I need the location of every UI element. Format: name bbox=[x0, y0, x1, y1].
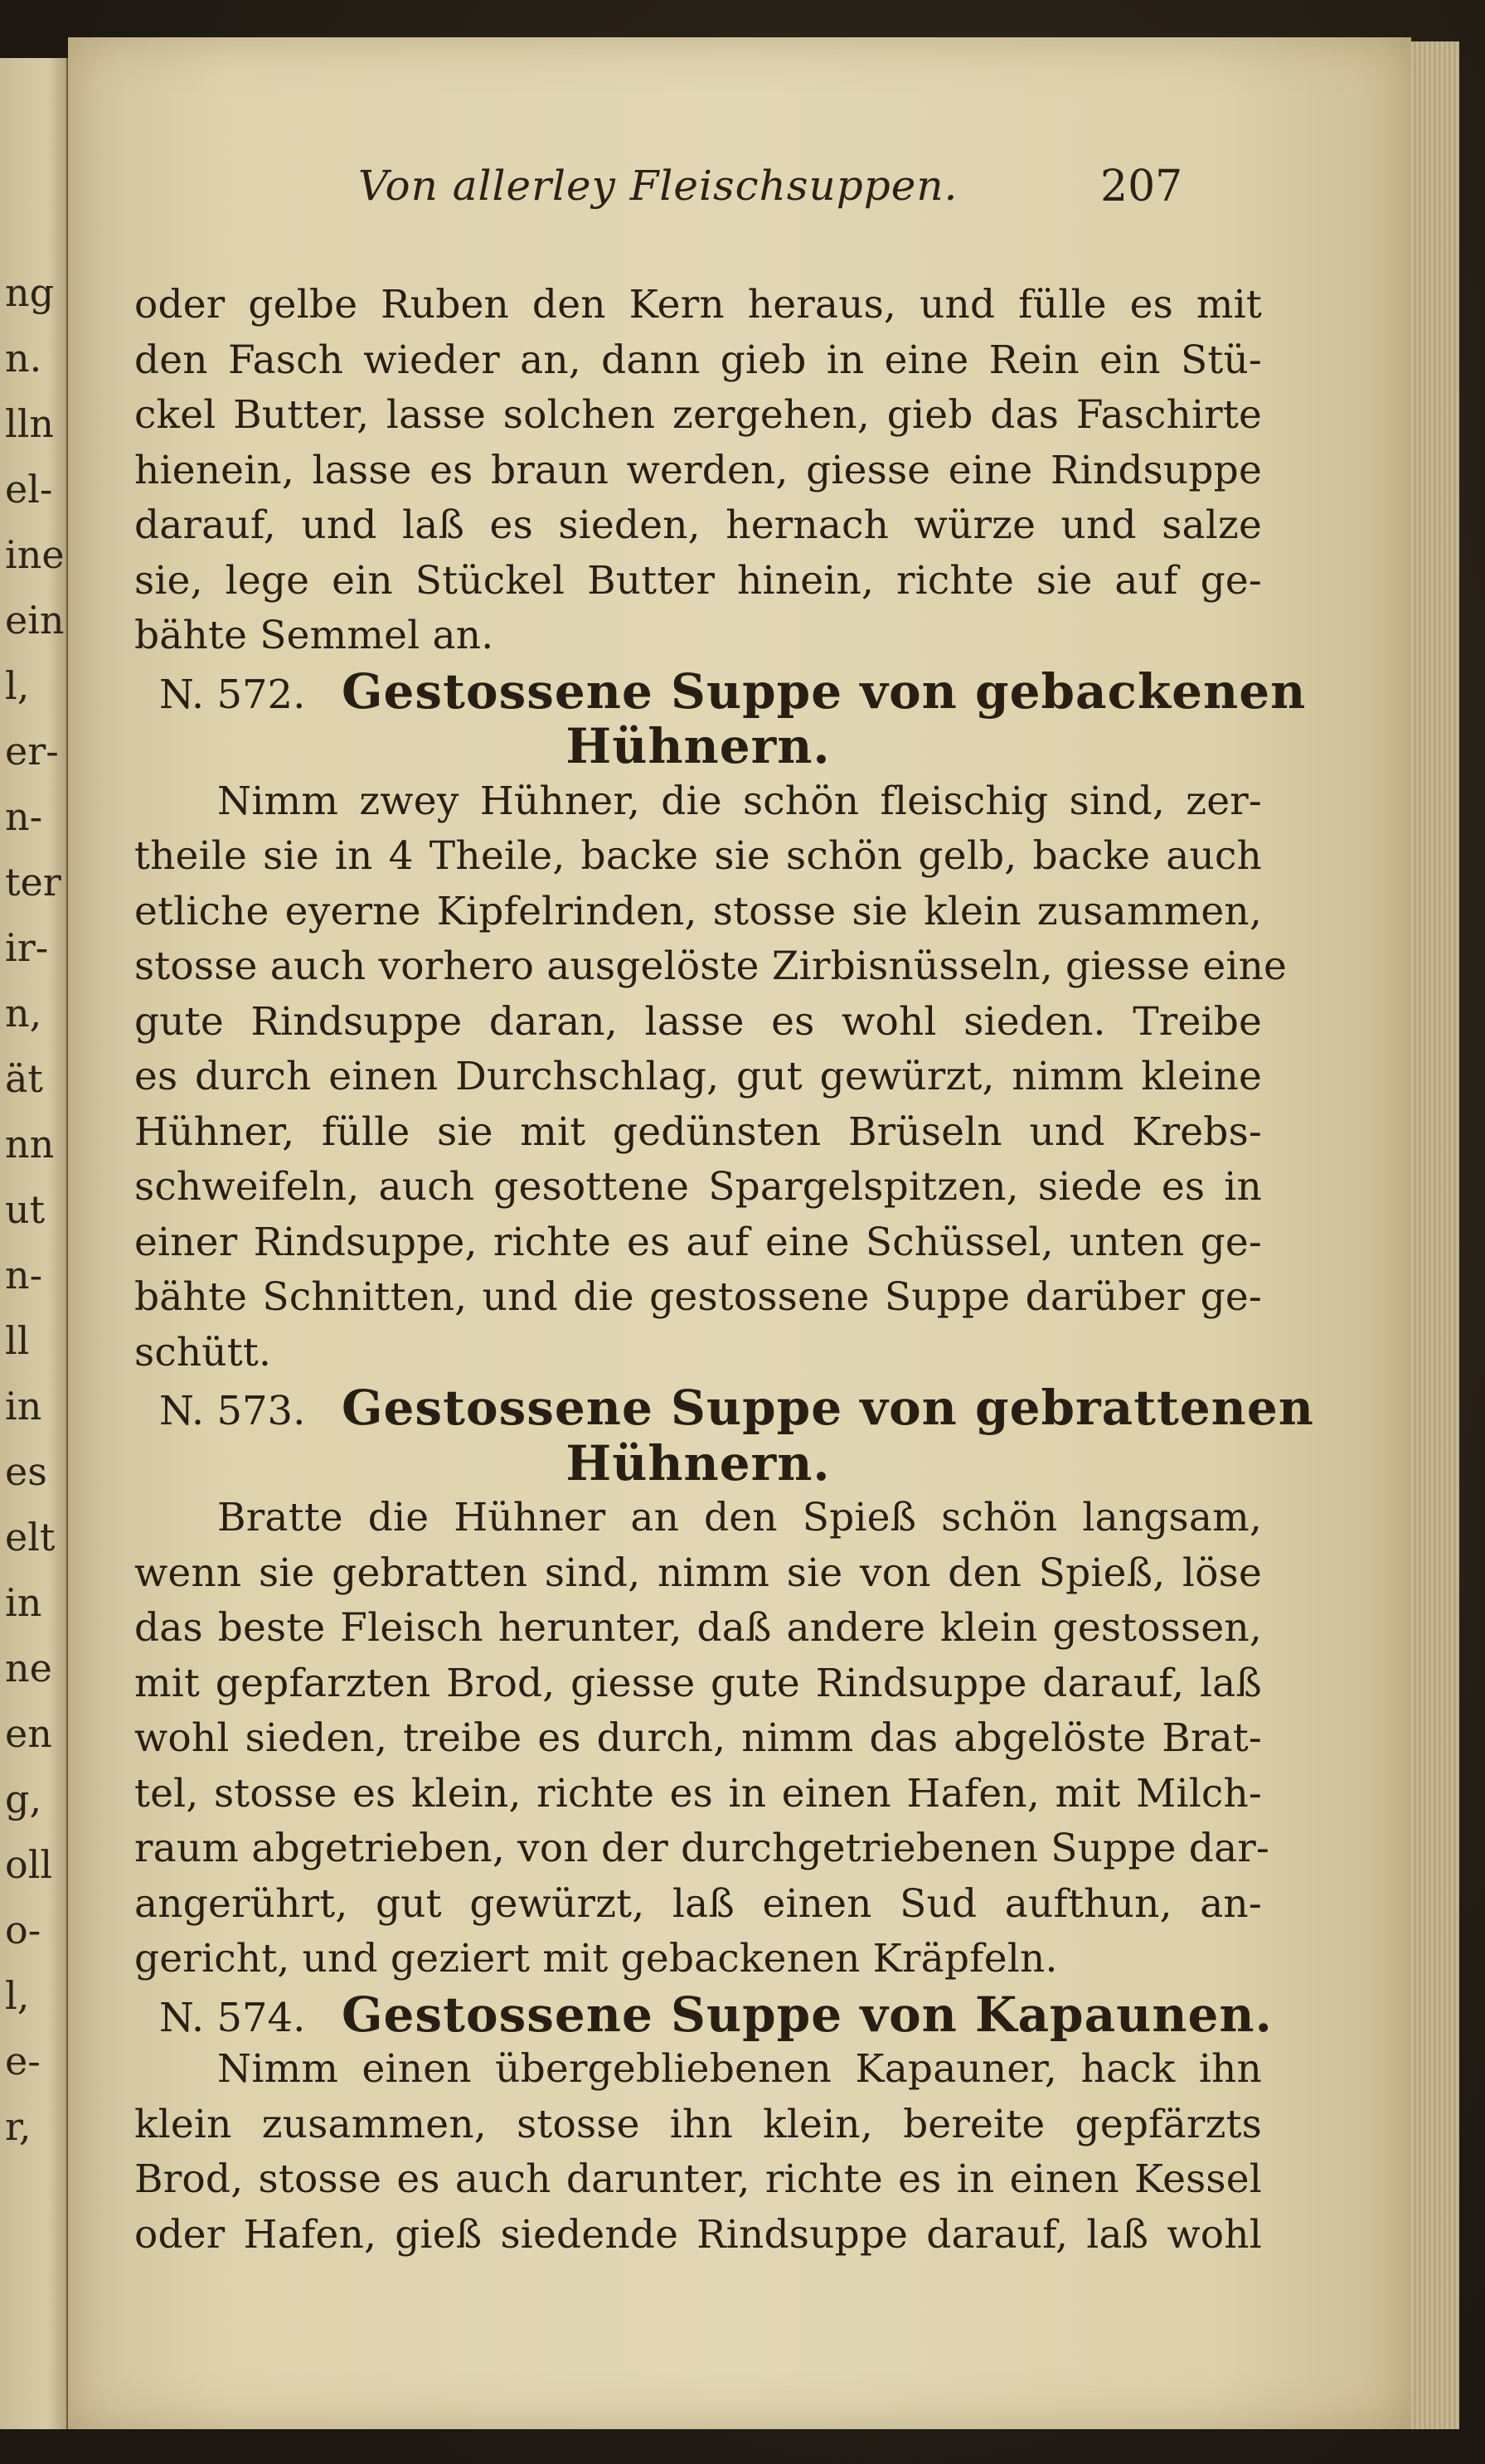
text-line: etliche eyerne Kipfelrinden, stosse sie klein zusammen, bbox=[134, 888, 1262, 934]
facing-page-edge bbox=[0, 58, 69, 2429]
page-stack-edge bbox=[1410, 41, 1459, 2429]
recipe-heading bbox=[134, 662, 1307, 720]
text-line: theile sie in 4 Theile, backe sie schön gelb, backe auch bbox=[134, 833, 1262, 879]
text-line: bähte Semmel an. bbox=[134, 613, 494, 658]
facing-page-fragment: ir- bbox=[5, 925, 49, 970]
text-line: Hühner, fülle sie mit gedünsten Brüseln und Krebs- bbox=[134, 1108, 1262, 1155]
facing-page-fragment: elt bbox=[5, 1515, 56, 1559]
text-line: schweifeln, auch gesottene Spargelspitzen, siede es in bbox=[134, 1164, 1262, 1210]
text-line: schütt. bbox=[134, 1329, 272, 1375]
text-line: gericht, und geziert mit gebackenen Kräpfeln. bbox=[134, 1936, 1058, 1981]
page-header bbox=[68, 162, 1411, 228]
text-line: mit gepfarzten Brod, giesse gute Rindsuppe darauf, laß bbox=[134, 1660, 1262, 1706]
recipe-heading bbox=[134, 1380, 1314, 1436]
facing-page-fragment: n- bbox=[5, 1253, 43, 1297]
text-line: hienein, lasse es braun werden, giesse eine Rindsuppe bbox=[134, 447, 1262, 493]
recipe-number: N. 574. bbox=[159, 1994, 306, 2041]
recipe-title-continued: Hühnern. bbox=[565, 1434, 831, 1491]
facing-page-fragment: n- bbox=[5, 794, 43, 839]
recipe-number: N. 572. bbox=[159, 671, 306, 718]
text-line: angerührt, gut gewürzt, laß einen Sud aufthun, an- bbox=[134, 1880, 1262, 1927]
facing-page-fragment: ät bbox=[5, 1056, 43, 1101]
text-line: bähte Schnitten, und die gestossene Suppe darüber ge- bbox=[134, 1274, 1262, 1320]
facing-page-fragment: n. bbox=[5, 336, 42, 381]
facing-page-fragment: l, bbox=[5, 663, 30, 708]
facing-page-fragment: ng bbox=[5, 270, 55, 315]
body-text bbox=[134, 278, 1314, 2263]
facing-page-fragment: er- bbox=[5, 729, 59, 774]
text-line: gute Rindsuppe daran, lasse es wohl sieden. Treibe bbox=[134, 998, 1262, 1045]
text-line: es durch einen Durchschlag, gut gewürzt, nimm kleine bbox=[134, 1054, 1262, 1099]
facing-page-fragment: g, bbox=[5, 1777, 42, 1821]
facing-page-fragment: l, bbox=[5, 1973, 30, 2018]
facing-page-fragment: ne bbox=[5, 1646, 52, 1690]
text-line: das beste Fleisch herunter, daß andere klein gestossen, bbox=[134, 1605, 1262, 1651]
facing-page-fragment: in bbox=[5, 1580, 42, 1625]
recipe-number: N. 573. bbox=[159, 1388, 306, 1434]
facing-page-fragment: ine bbox=[5, 532, 65, 577]
text-line: sie, lege ein Stückel Butter hinein, richte sie auf ge- bbox=[134, 557, 1262, 604]
facing-page-fragment: e- bbox=[5, 2039, 41, 2083]
text-line: darauf, und laß es sieden, hernach würze und salze bbox=[134, 502, 1262, 548]
facing-page-fragment: ein bbox=[5, 598, 65, 643]
facing-page-fragment: r, bbox=[5, 2104, 32, 2149]
text-line: den Fasch wieder an, dann gieb in eine Rein ein Stü- bbox=[134, 337, 1262, 383]
text-line: ckel Butter, lasse solchen zergehen, gieb das Faschirte bbox=[134, 392, 1262, 438]
text-line: stosse auch vorhero ausgelöste Zirbisnüsseln, giesse eine bbox=[134, 943, 1288, 989]
facing-page-fragment: o- bbox=[5, 1908, 41, 1952]
book-page bbox=[68, 37, 1411, 2429]
text-line: einer Rindsuppe, richte es auf eine Schüssel, unten ge- bbox=[134, 1219, 1262, 1265]
text-line: Nimm zwey Hühner, die schön fleischig sind, zer- bbox=[217, 778, 1262, 824]
text-line: Nimm einen übergebliebenen Kapauner, hack ihn bbox=[217, 2046, 1262, 2092]
text-line: tel, stosse es klein, richte es in einen Hafen, mit Milch- bbox=[134, 1770, 1262, 1816]
text-line: raum abgetrieben, von der durchgetriebenen Suppe dar- bbox=[134, 1826, 1270, 1871]
facing-page-fragment: nn bbox=[5, 1122, 55, 1167]
text-line: wohl sieden, treibe es durch, nimm das abgelöste Brat- bbox=[134, 1715, 1262, 1761]
facing-page-fragment: ll bbox=[5, 1318, 30, 1363]
page-number: 207 bbox=[1100, 162, 1183, 211]
facing-page-fragment: n, bbox=[5, 991, 42, 1036]
recipe-title: Gestossene Suppe von gebrattenen bbox=[342, 1380, 1314, 1436]
facing-page-fragment: in bbox=[5, 1384, 42, 1428]
facing-page-fragment: ter bbox=[5, 860, 61, 905]
facing-page-fragment: es bbox=[5, 1449, 47, 1494]
text-line: oder gelbe Ruben den Kern heraus, und fülle es mit bbox=[134, 282, 1262, 327]
text-line: oder Hafen, gieß siedende Rindsuppe darauf, laß wohl bbox=[134, 2211, 1262, 2258]
recipe-title: Gestossene Suppe von gebackenen bbox=[342, 662, 1307, 720]
recipe-title: Gestossene Suppe von Kapaunen. bbox=[342, 1986, 1273, 2043]
recipe-title-continued: Hühnern. bbox=[565, 718, 831, 774]
facing-page-fragment: el- bbox=[5, 467, 53, 512]
text-line: Bratte die Hühner an den Spieß schön langsam, bbox=[217, 1495, 1262, 1540]
facing-page-fragment: lln bbox=[5, 401, 55, 446]
facing-page-fragment: ut bbox=[5, 1187, 46, 1232]
text-line: wenn sie gebratten sind, nimm sie von den Spieß, löse bbox=[134, 1550, 1262, 1596]
running-head: Von allerley Fleischsuppen. bbox=[358, 162, 958, 210]
text-line: klein zusammen, stosse ihn klein, bereite gepfärzts bbox=[134, 2101, 1262, 2147]
facing-page-fragment: oll bbox=[5, 1842, 53, 1887]
recipe-heading bbox=[134, 1986, 1273, 2043]
facing-page-fragment: en bbox=[5, 1711, 52, 1756]
text-line: Brod, stosse es auch darunter, richte es in einen Kessel bbox=[134, 2156, 1262, 2202]
